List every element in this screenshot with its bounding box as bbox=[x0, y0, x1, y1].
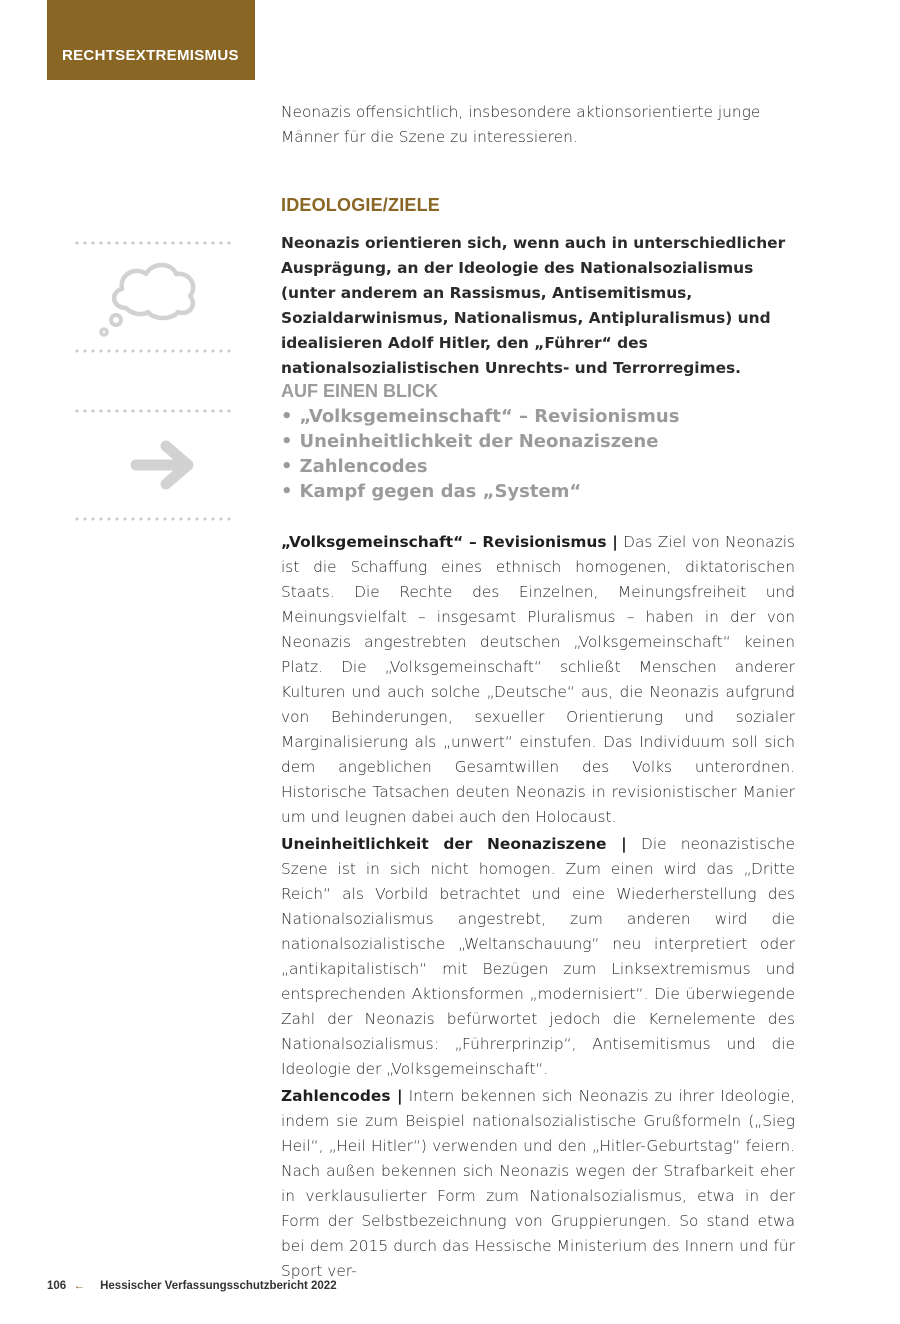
glance-item: • Kampf gegen das „System“ bbox=[281, 479, 795, 504]
paragraph-text: Intern bekennen sich Neonazis zu ihrer Ideologie, indem sie zum Beispiel nationalsozialistische Grußformeln („Sieg Heil“, „Heil Hitler“) verwenden und den „Hitler-Geburtstag“ feiern. Nach außen bekennen sich Neonazis wegen der Strafbarkeit eher in verklausulierter Form zum Nationalsozialismus, etwa in der Form der Selbstbezeichnung von Gruppierungen. So stand etwa bei dem 2015 durch das Hessische Ministerium des Innern und für Sport ver- bbox=[281, 1087, 795, 1280]
at-a-glance-list bbox=[281, 404, 795, 504]
glance-item: • Uneinheitlichkeit der Neonaziszene bbox=[281, 429, 795, 454]
paragraph-label: Zahlencodes | bbox=[281, 1087, 403, 1105]
paragraph-label: Uneinheitlichkeit der Neonaziszene | bbox=[281, 835, 627, 853]
section-tab: RECHTSEXTREMISMUS bbox=[47, 0, 255, 80]
at-a-glance-title: AUF EINEN BLICK bbox=[281, 381, 438, 401]
back-arrow-icon[interactable]: ← bbox=[73, 1280, 85, 1292]
body-paragraph bbox=[281, 1084, 795, 1284]
dotted-divider bbox=[73, 409, 231, 413]
body-paragraph bbox=[281, 530, 795, 830]
thought-bubble-icon bbox=[92, 254, 204, 338]
intro-paragraph: Neonazis offensichtlich, insbesondere aktionsorientierte junge Männer für die Szene zu interessieren. bbox=[281, 103, 761, 146]
dotted-divider bbox=[73, 241, 231, 245]
lead-paragraph: Neonazis orientieren sich, wenn auch in unterschiedlicher Ausprägung, an der Ideologie des Nationalsozialismus (unter anderem an Rassismus, Antisemitismus, Sozialdarwinismus, Nationalismus, Antipluralismus) und idealisieren Adolf Hitler, den „Führer“ des nationalsozialistischen Unrechts- und Terrorregimes. bbox=[281, 234, 786, 377]
paragraph-label: „Volksgemeinschaft“ – Revisionismus | bbox=[281, 533, 618, 551]
page-footer bbox=[47, 1280, 337, 1292]
dotted-divider bbox=[73, 517, 231, 521]
page-number: 106 bbox=[47, 1280, 67, 1292]
publication-title: Hessischer Verfassungsschutzbericht 2022 bbox=[100, 1280, 337, 1292]
paragraph-text: Die neonazistische Szene ist in sich nicht homogen. Zum einen wird das „Dritte Reich“ als Vorbild betrachtet und eine Wiederherstellung des Nationalsozialismus angestrebt, zum anderen wird die nationalsozialistische „Weltanschauung“ neu interpretiert oder „antikapitalistisch“ mit Bezügen zum Linksextremismus und entsprechenden Aktionsformen „modernisiert“. Die überwiegende Zahl der Neonazis befürwortet jedoch die Kernelemente des Nationalsozialismus: „Führerprinzip“, Antisemitismus und die Ideologie der „Volksgemeinschaft“. bbox=[281, 835, 795, 1078]
at-a-glance-box bbox=[281, 378, 795, 504]
glance-item: • „Volksgemeinschaft“ – Revisionismus bbox=[281, 404, 795, 429]
glance-item: • Zahlencodes bbox=[281, 454, 795, 479]
paragraph-text: Das Ziel von Neonazis ist die Schaffung eines ethnisch homogenen, diktatorischen Staats. Die Rechte des Einzelnen, Meinungsfreiheit und Meinungsvielfalt – insgesamt Pluralismus – haben in der von Neonazis angestrebten deutschen „Volksgemeinschaft“ keinen Platz. Die „Volksgemeinschaft“ schließt Menschen anderer Kulturen und auch solche „Deutsche“ aus, die Neonazis aufgrund von Behinderungen, sexueller Orientierung und sozialer Marginalisierung als „unwert“ einstufen. Das Individuum soll sich dem angeblichen Gesamtwillen des Volks unterordnen. Historische Tatsachen deuten Neonazis in revisionistischer Manier um und leugnen dabei auch den Holocaust. bbox=[281, 533, 795, 826]
dotted-divider bbox=[73, 349, 231, 353]
body-paragraph bbox=[281, 832, 795, 1082]
section-heading: IDEOLOGIE/ZIELE bbox=[281, 195, 441, 215]
arrow-right-icon bbox=[130, 440, 196, 490]
